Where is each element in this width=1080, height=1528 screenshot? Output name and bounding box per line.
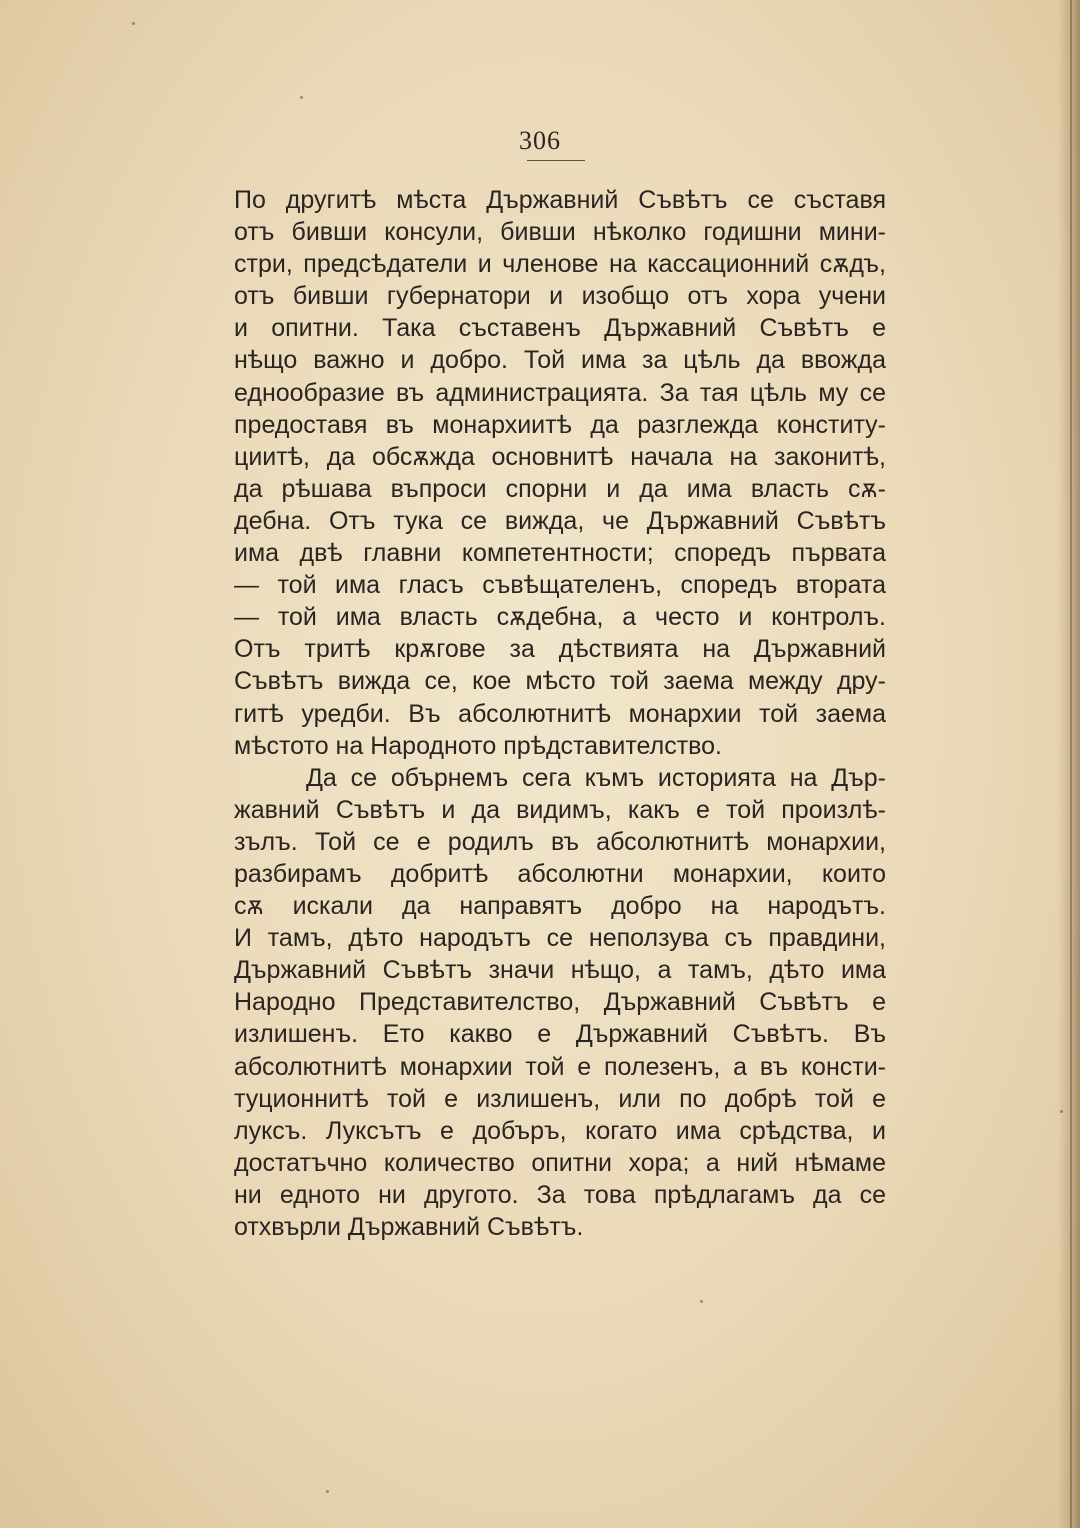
paper-speck bbox=[300, 96, 303, 99]
text-line: Да се обърнемъ сега къмъ историята на Дър- bbox=[306, 763, 886, 792]
text-line: абсолютнитѣ монархии той е полезенъ, а въ консти- bbox=[234, 1052, 886, 1081]
text-line: мѣстото на Народното прѣдставителство. bbox=[234, 731, 722, 760]
paper-speck bbox=[1060, 1110, 1063, 1113]
text-line: отъ бивши консули, бивши нѣколко годишни мини- bbox=[234, 218, 886, 247]
page-number: 306 bbox=[519, 126, 561, 155]
paragraph bbox=[234, 184, 886, 762]
text-line: И тамъ, дѣто народътъ се неползува съ правдини, bbox=[234, 924, 886, 953]
text-line: Отъ тритѣ крѫгове за дѣствията на Държавний bbox=[234, 635, 886, 664]
paper-speck bbox=[700, 1300, 703, 1303]
paper-speck bbox=[132, 22, 135, 25]
page-body-text bbox=[234, 184, 886, 1243]
text-line: стри, предсѣдатели и членове на кассационний сѫдъ, bbox=[234, 250, 886, 279]
text-line: ни едното ни другото. За това прѣдлагамъ да се bbox=[234, 1180, 886, 1209]
text-line: излишенъ. Ето какво е Държавний Съвѣтъ. Въ bbox=[234, 1020, 886, 1049]
text-line: Държавний Съвѣтъ значи нѣщо, а тамъ, дѣто има bbox=[234, 956, 886, 985]
text-line: Народно Представителство, Държавний Съвѣтъ е bbox=[234, 988, 886, 1017]
page-binding-edge bbox=[1070, 0, 1072, 1528]
paper-speck bbox=[326, 1490, 329, 1493]
text-line: зълъ. Той се е родилъ въ абсолютнитѣ монархии, bbox=[234, 827, 886, 856]
text-line: и опитни. Така съставенъ Държавний Съвѣтъ е bbox=[234, 314, 886, 343]
paragraph bbox=[234, 762, 886, 1243]
text-line: По другитѣ мѣста Държавний Съвѣтъ се съставя bbox=[234, 186, 886, 214]
text-line: да рѣшава въпроси спорни и да има власть сѫ- bbox=[234, 474, 886, 503]
page-number-rule bbox=[527, 160, 585, 161]
text-line: предоставя въ монархиитѣ да разглежда конститу- bbox=[234, 410, 886, 439]
text-line: — той има власть сѫдебна, а често и контролъ. bbox=[234, 603, 886, 632]
text-line: разбирамъ добритѣ абсолютни монархии, които bbox=[234, 859, 886, 888]
text-line: има двѣ главни компетентности; споредъ първата bbox=[234, 539, 886, 568]
text-line: циитѣ, да обсѫжда основнитѣ начала на законитѣ, bbox=[234, 442, 886, 471]
text-line: Съвѣтъ вижда се, кое мѣсто той заема между дру- bbox=[234, 667, 886, 696]
text-line: гитѣ уредби. Въ абсолютнитѣ монархии той заема bbox=[234, 699, 886, 728]
text-line: дебна. Отъ тука се вижда, че Държавний Съвѣтъ bbox=[234, 506, 886, 535]
text-line: жавний Съвѣтъ и да видимъ, какъ е той произлѣ- bbox=[234, 795, 886, 824]
text-line: отъ бивши губернатори и изобщо отъ хора учени bbox=[234, 282, 886, 311]
text-line: нѣщо важно и добро. Той има за цѣль да ввожда bbox=[234, 346, 886, 375]
text-line: отхвърли Държавний Съвѣтъ. bbox=[234, 1213, 584, 1241]
text-line: еднообразие въ администрацията. За тая цѣль му се bbox=[234, 378, 886, 407]
page-edge-shadow bbox=[1058, 0, 1080, 1528]
text-line: сѫ искали да направятъ добро на народътъ. bbox=[234, 892, 886, 921]
text-line: туционнитѣ той е излишенъ, или по добрѣ той е bbox=[234, 1084, 886, 1113]
text-line: достатъчно количество опитни хора; а ний нѣмаме bbox=[234, 1148, 886, 1177]
text-line: луксъ. Луксътъ е добъръ, когато има срѣдства, и bbox=[234, 1116, 886, 1145]
text-line: — той има гласъ съвѣщателенъ, споредъ втората bbox=[234, 571, 886, 600]
